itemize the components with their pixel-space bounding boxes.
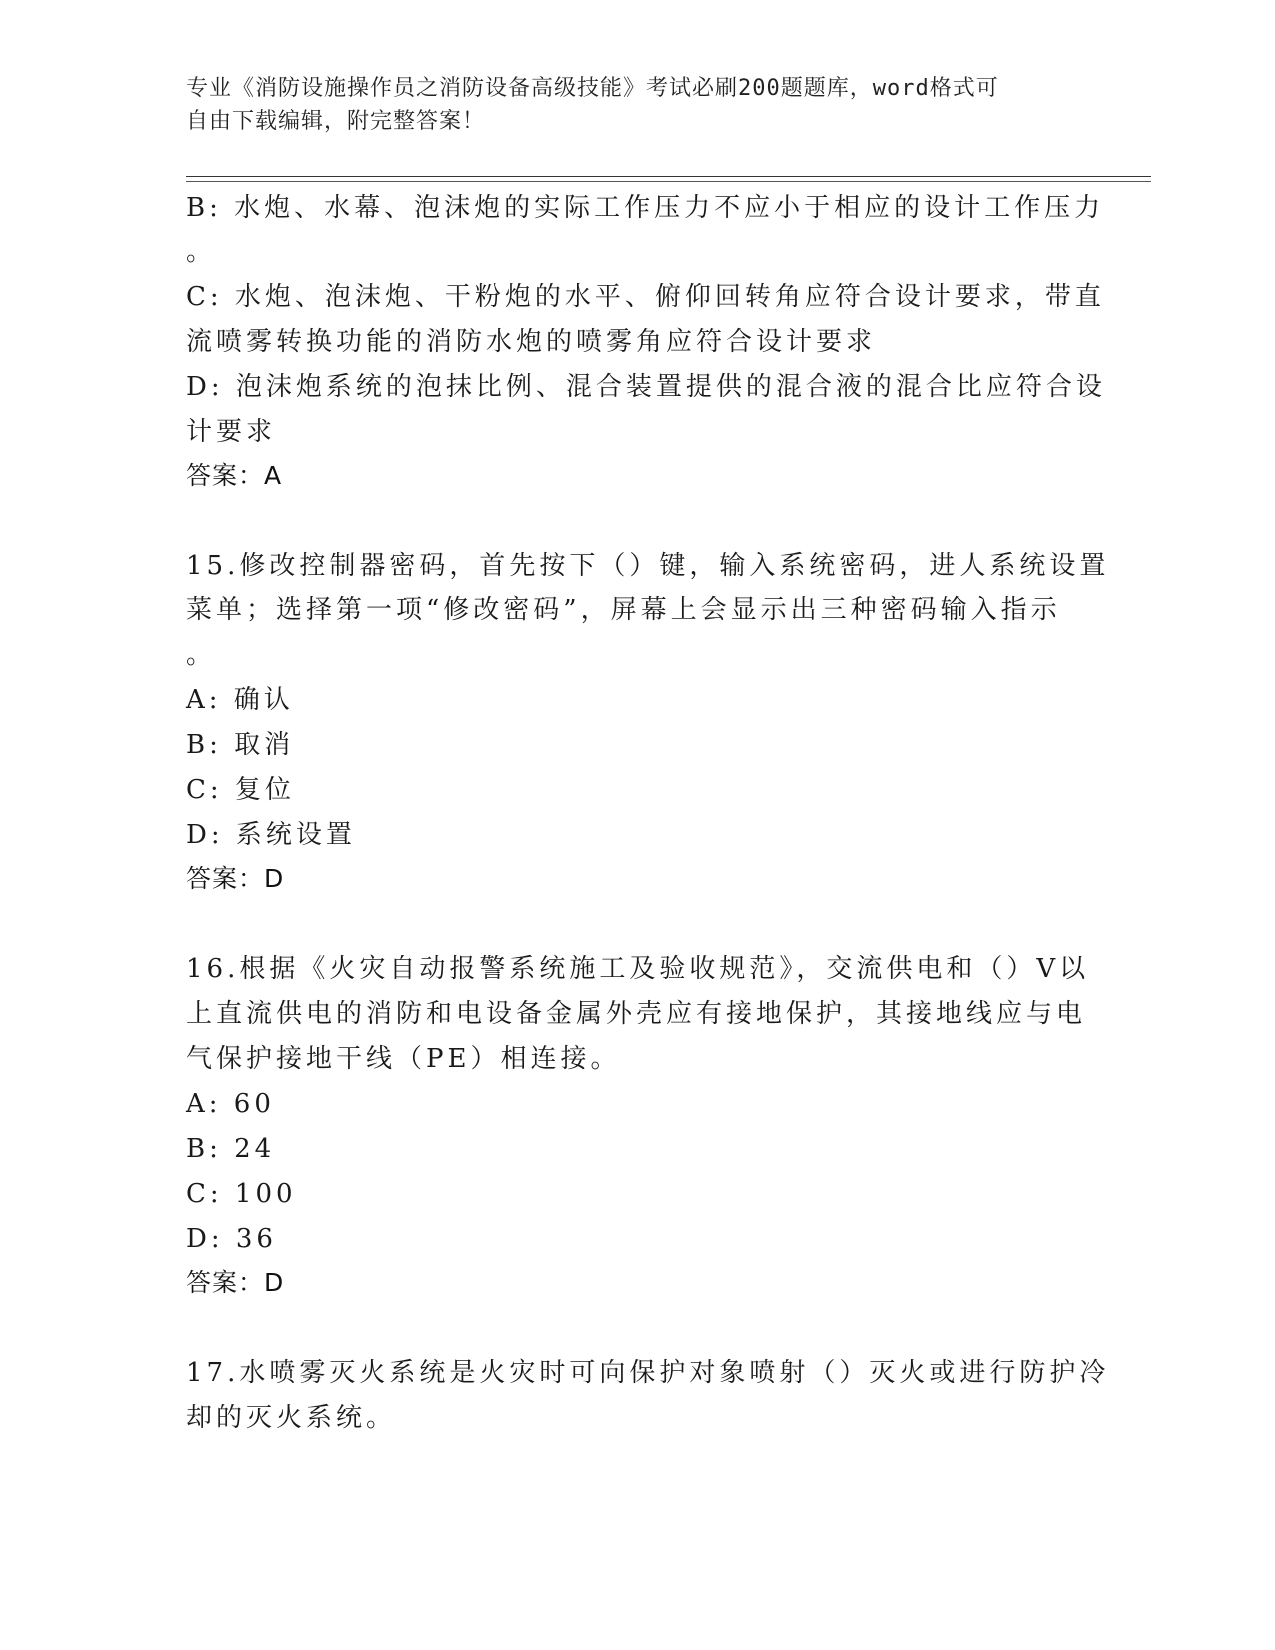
q15-stem-line-2: 菜单；选择第一项“修改密码”，屏幕上会显示出三种密码输入指示	[186, 595, 1061, 625]
header-divider-thick	[186, 176, 1151, 177]
header-line-2: 自由下载编辑，附完整答案！	[186, 109, 486, 134]
q16-option-d: D: 36	[186, 1224, 277, 1254]
q16-option-b: B: 24	[186, 1134, 276, 1164]
q17-stem-line-2: 却的灭火系统。	[186, 1403, 397, 1433]
q16-stem-line-2: 上直流供电的消防和电设备金属外壳应有接地保护，其接地线应与电	[186, 999, 1087, 1029]
header-divider-thin	[186, 181, 1151, 182]
prev-option-b-line-1: B: 水炮、水幕、泡沫炮的实际工作压力不应小于相应的设计工作压力	[186, 193, 1105, 223]
prev-option-b-line-2: 。	[186, 237, 217, 267]
q15-stem-line-3: 。	[186, 640, 217, 670]
prev-option-d-line-2: 计要求	[186, 417, 277, 447]
q16-answer: 答案：D	[186, 1268, 285, 1297]
q17-stem-line-1: 17.水喷雾灭火系统是火灾时可向保护对象喷射（）灭火或进行防护冷	[186, 1358, 1110, 1388]
header-line-1: 专业《消防设施操作员之消防设备高级技能》考试必刷200题题库，word格式可	[186, 76, 999, 101]
q15-option-d: D: 系统设置	[186, 820, 356, 850]
q15-option-c: C: 复位	[186, 775, 295, 805]
q15-option-b: B: 取消	[186, 730, 295, 760]
q15-answer: 答案：D	[186, 864, 285, 893]
document-header	[186, 72, 1086, 138]
q16-stem-line-3: 气保护接地干线（PE）相连接。	[186, 1044, 621, 1074]
prev-option-c-line-2: 流喷雾转换功能的消防水炮的喷雾角应符合设计要求	[186, 327, 877, 357]
prev-option-d-line-1: D: 泡沫炮系统的泡抹比例、混合装置提供的混合液的混合比应符合设	[186, 372, 1106, 402]
q15-stem-line-1: 15.修改控制器密码，首先按下（）键，输入系统密码，进人系统设置	[186, 551, 1110, 581]
q16-option-a: A: 60	[186, 1089, 275, 1119]
prev-option-c-line-1: C: 水炮、泡沫炮、干粉炮的水平、俯仰回转角应符合设计要求，带直	[186, 282, 1105, 312]
q15-option-a: A: 确认	[186, 685, 294, 715]
prev-answer: 答案：A	[186, 461, 283, 490]
q16-option-c: C: 100	[186, 1179, 297, 1209]
q16-stem-line-1: 16.根据《火灾自动报警系统施工及验收规范》，交流供电和（）V以	[186, 954, 1090, 984]
